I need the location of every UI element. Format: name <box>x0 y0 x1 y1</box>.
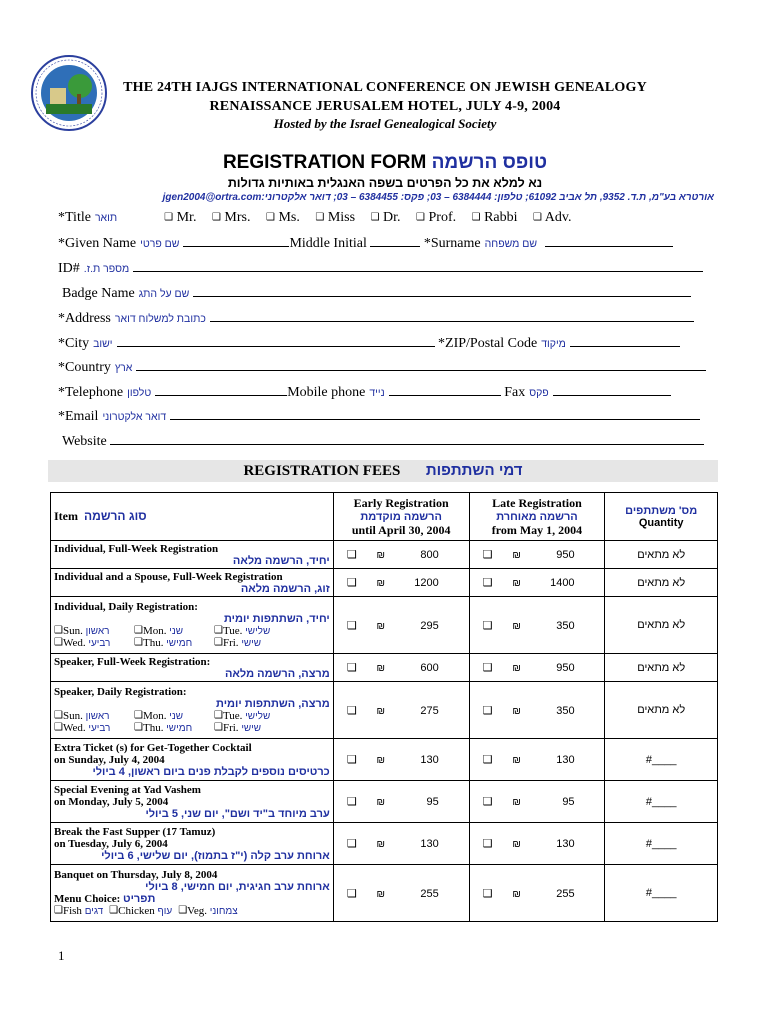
day-tue[interactable]: ❑Tue. שלישי <box>214 625 271 637</box>
table-row: Banquet on Thursday, July 8, 2004 ארוחת ערב חגיגית, יום חמישי, 8 ביולי Menu Choice: תפריט ❑Fish דגים ❑Chicken עוף ❑Veg. צמחוני ❑ ₪ 255 ❑ ₪ 255 #____ <box>51 865 718 922</box>
contact-line: jgen2004@ortra.com:אורטרא בע"מ, ת.ד. 9352, תל אביב 61092; טלפון: 6384444 – 03; פקס: 6384455 – 03; דואר אלקטרוני <box>162 192 714 203</box>
given-name-field[interactable] <box>183 234 289 247</box>
early-checkbox[interactable]: ❑ <box>346 704 357 717</box>
menu-fish[interactable]: ❑Fish דגים <box>54 905 104 917</box>
title-option-mrs[interactable]: ❑ Mrs. <box>211 210 251 225</box>
badge-row: Badge Name שם על התג <box>62 284 718 304</box>
title-option-prof[interactable]: ❑ Prof. <box>416 210 457 225</box>
address-field[interactable] <box>210 309 694 322</box>
surname-field[interactable] <box>545 234 673 247</box>
title-option-adv[interactable]: ❑ Adv. <box>533 210 572 225</box>
fax-field[interactable] <box>553 383 671 396</box>
city-row: *City ישוב *ZIP/Postal Code מיקוד <box>58 334 718 354</box>
quantity-field[interactable]: #____ <box>605 781 718 823</box>
early-checkbox[interactable]: ❑ <box>346 577 357 589</box>
menu-veg[interactable]: ❑Veg. צמחוני <box>178 905 238 917</box>
page-number: 1 <box>58 948 65 963</box>
id-field[interactable] <box>133 259 703 272</box>
table-row: Individual, Full-Week Registration יחיד, הרשמה מלאה ❑ ₪ 800 ❑ ₪ 950 לא מתאים <box>51 541 718 569</box>
name-row: *Given Name שם פרטי Middle Initial *Surname שם משפחה <box>58 234 718 254</box>
day-thu[interactable]: ❑Thu. חמישי <box>134 637 193 649</box>
phone-row: *Telephone טלפון Mobile phone נייד Fax פקס <box>58 383 718 403</box>
title-option-miss[interactable]: ❑ Miss <box>315 210 356 225</box>
title-option-mr[interactable]: ❑ Mr. <box>164 210 197 225</box>
table-row: Individual, Daily Registration: יחיד, השתתפות יומית ❑Sun. ראשון ❑Mon. שני ❑Tue. שלישי ❑Wed. רביעי ❑Thu. חמישי ❑Fri. שישי ❑ ₪ 295 ❑ ₪ 350 לא מתאים <box>51 597 718 654</box>
address-row: *Address כתובת למשלוח דואר <box>58 309 718 329</box>
day-fri[interactable]: ❑Fri. שישי <box>214 722 262 734</box>
quantity-field[interactable]: #____ <box>605 865 718 922</box>
quantity-field[interactable]: #____ <box>605 823 718 865</box>
early-checkbox[interactable]: ❑ <box>346 662 357 674</box>
table-row: Extra Ticket (s) for Get-Together Cocktail on Sunday, July 4, 2004 כרטיסים נוספים לקבלת פנים ביום ראשון, 4 ביולי ❑ ₪ 130 ❑ ₪ 130 #____ <box>51 739 718 781</box>
quantity-field[interactable]: #____ <box>605 739 718 781</box>
country-row: *Country ארץ <box>58 358 718 378</box>
day-wed[interactable]: ❑Wed. רביעי <box>54 722 111 734</box>
fees-table <box>50 492 718 922</box>
conference-title: THE 24TH IAJGS INTERNATIONAL CONFERENCE ON JEWISH GENEALOGY <box>123 80 647 95</box>
website-field[interactable] <box>110 432 704 445</box>
late-checkbox[interactable]: ❑ <box>482 619 493 632</box>
day-fri[interactable]: ❑Fri. שישי <box>214 637 262 649</box>
early-checkbox[interactable]: ❑ <box>346 549 357 561</box>
late-checkbox[interactable]: ❑ <box>482 754 493 766</box>
day-sun[interactable]: ❑Sun. ראשון <box>54 710 110 722</box>
middle-initial-field[interactable] <box>370 234 420 247</box>
title-option-rabbi[interactable]: ❑ Rabbi <box>471 210 518 225</box>
badge-name-field[interactable] <box>193 284 691 297</box>
website-row: Website <box>62 432 718 452</box>
table-row: Individual and a Spouse, Full-Week Registration זוג, הרשמה מלאה ❑ ₪ 1200 ❑ ₪ 1400 לא מתאים <box>51 569 718 597</box>
early-checkbox[interactable]: ❑ <box>346 754 357 766</box>
late-checkbox[interactable]: ❑ <box>482 796 493 808</box>
table-row: Speaker, Daily Registration: מרצה, השתתפות יומית ❑Sun. ראשון ❑Mon. שני ❑Tue. שלישי ❑Wed. רביעי ❑Thu. חמישי ❑Fri. שישי ❑ ₪ 275 ❑ ₪ 350 לא מתאים <box>51 682 718 739</box>
mobile-field[interactable] <box>389 383 501 396</box>
city-field[interactable] <box>117 334 435 347</box>
title-option-dr[interactable]: ❑ Dr. <box>370 210 401 225</box>
early-checkbox[interactable]: ❑ <box>346 838 357 850</box>
email-row: *Email דואר אלקטרוני <box>58 407 718 427</box>
late-checkbox[interactable]: ❑ <box>482 704 493 717</box>
id-row: ID# מספר ת.ז. <box>58 259 718 279</box>
day-thu[interactable]: ❑Thu. חמישי <box>134 722 193 734</box>
late-checkbox[interactable]: ❑ <box>482 577 493 589</box>
day-wed[interactable]: ❑Wed. רביעי <box>54 637 111 649</box>
late-checkbox[interactable]: ❑ <box>482 838 493 850</box>
conference-venue: RENAISSANCE JERUSALEM HOTEL, JULY 4-9, 2004 <box>209 99 561 114</box>
menu-chicken[interactable]: ❑Chicken עוף <box>109 905 173 917</box>
day-mon[interactable]: ❑Mon. שני <box>134 710 184 722</box>
zip-field[interactable] <box>570 334 680 347</box>
table-row: Speaker, Full-Week Registration: מרצה, הרשמה מלאה ❑ ₪ 600 ❑ ₪ 950 לא מתאים <box>51 654 718 682</box>
table-row: Special Evening at Yad Vashem on Monday, July 5, 2004 ערב מיוחד ב"יד ושם", יום שני, 5 ביולי ❑ ₪ 95 ❑ ₪ 95 #____ <box>51 781 718 823</box>
email-field[interactable] <box>170 407 700 420</box>
early-checkbox[interactable]: ❑ <box>346 887 357 900</box>
late-checkbox[interactable]: ❑ <box>482 887 493 900</box>
day-tue[interactable]: ❑Tue. שלישי <box>214 710 271 722</box>
fees-title: REGISTRATION FEES דמי השתתפות <box>243 462 523 479</box>
form-instruction: נא למלא את כל הפרטים בשפה האנגלית באותיות גדולות <box>227 176 543 190</box>
late-checkbox[interactable]: ❑ <box>482 662 493 674</box>
early-checkbox[interactable]: ❑ <box>346 619 357 632</box>
hosted-by: Hosted by the Israel Genealogical Society <box>273 116 497 131</box>
title-option-ms[interactable]: ❑ Ms. <box>265 210 300 225</box>
table-row: Break the Fast Supper (17 Tamuz) on Tuesday, July 6, 2004 ארוחת ערב קלה (י"ז בתמוז), יום שלישי, 6 ביולי ❑ ₪ 130 ❑ ₪ 130 #____ <box>51 823 718 865</box>
fees-header-row: Item סוג הרשמה Early Registration הרשמה מוקדמת until April 30, 2004 Late Registration הרשמה מאוחרת from May 1, 2004 מס' משתתפים Quantity <box>51 493 718 541</box>
telephone-field[interactable] <box>155 383 287 396</box>
day-sun[interactable]: ❑Sun. ראשון <box>54 625 110 637</box>
title-row: *Title תואר ❑ Mr. ❑ Mrs. ❑ Ms. ❑ Miss ❑ Dr. ❑ Prof. ❑ Rabbi ❑ Adv. <box>58 210 572 225</box>
country-field[interactable] <box>136 358 706 371</box>
day-mon[interactable]: ❑Mon. שני <box>134 625 184 637</box>
late-checkbox[interactable]: ❑ <box>482 549 493 561</box>
form-title: REGISTRATION FORM טופס הרשמה <box>222 152 548 173</box>
early-checkbox[interactable]: ❑ <box>346 796 357 808</box>
